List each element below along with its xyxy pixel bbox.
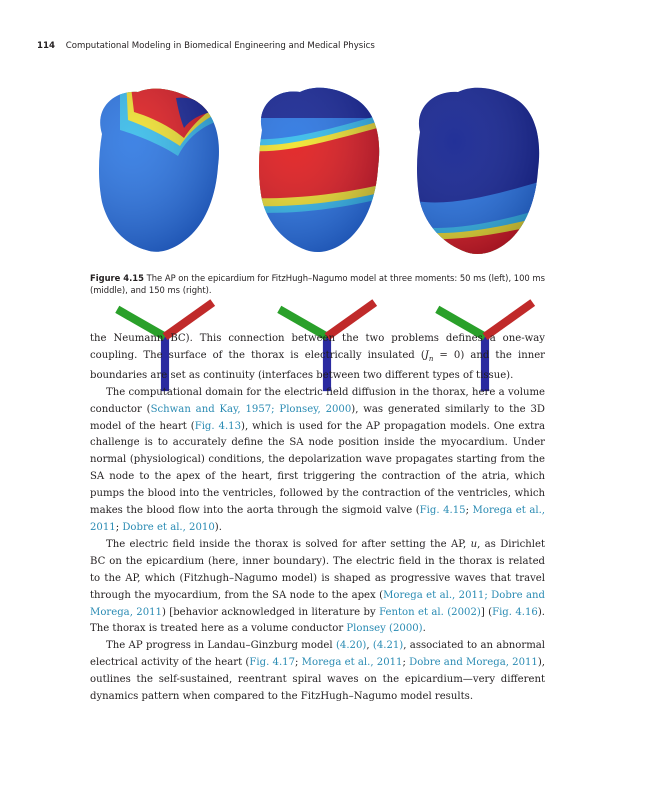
paragraph-4 [90, 638, 545, 706]
figure-caption [90, 272, 546, 296]
text-run: = 0) and the inner boundaries are set as continuity (interfaces between two different types of tissue). [90, 349, 546, 381]
equation-link[interactable]: (4.20) [335, 640, 367, 652]
text-run: ), outlines the self-sustained, reentrant spiral waves on the epicardium—very different dynamics pattern when compared to the FitzHugh–Nagumo model results. [90, 657, 546, 703]
figure-4-15 [80, 78, 550, 258]
figure-link[interactable]: Fig. 4.13 [194, 420, 242, 432]
text-run: ) [behavior acknowledged in literature by [161, 606, 380, 618]
page-number: 114 [37, 41, 55, 51]
body-text [90, 331, 545, 706]
text-run: the Neumann BC). This connection between the two problems defines a one-way coupling. The surface of the thorax is electrically insulated ( [90, 333, 545, 361]
paragraph-3 [90, 537, 545, 638]
text-run: The computational domain for the electric field diffusion in the thorax, here a volume conductor ( [90, 386, 545, 415]
heart-model-150ms [402, 78, 552, 260]
equation-link[interactable]: (4.21) [372, 640, 404, 652]
text-run: ), which is used for the AP propagation models. One extra challenge is to accurately define the SA node position inside the myocardium. Under normal (physiological) conditions, the depolarization wave propagates starting from the SA node to the apex of the heart, first triggering the contraction of the atria, which pumps the blood into the ventricles, followed by the contraction of the ventricles, which makes the blood flow into the aorta through the sigmoid valve ( [90, 420, 545, 517]
separator: ; [115, 521, 123, 533]
text-run: The electric field inside the thorax is solved for after setting the AP, [106, 538, 471, 550]
text-run: ), was generated similarly to the 3D model of the heart ( [90, 403, 545, 432]
figure-label: Figure 4.15 [90, 273, 144, 283]
separator: ; [295, 657, 302, 669]
text-run: ). [214, 521, 222, 533]
book-title: Computational Modeling in Biomedical Engineering and Medical Physics [65, 41, 375, 51]
text-run: . [422, 623, 426, 635]
math-subscript: n [428, 354, 434, 363]
citation-link[interactable]: Plonsey (2000) [346, 623, 423, 635]
separator: ; [402, 657, 410, 669]
heart-model-50ms [80, 78, 230, 260]
citation-link[interactable]: Morega et al., 2011; Dobre and Morega, 2011 [90, 589, 545, 618]
figure-link[interactable]: Fig. 4.17 [249, 657, 295, 669]
heart-model-100ms [242, 78, 392, 260]
text-run: , associated to an abnormal electrical activity of the heart ( [90, 640, 546, 669]
math-u: u [470, 538, 478, 550]
citation-link[interactable]: Fenton et al. (2002) [379, 606, 481, 618]
citation-link[interactable]: Schwan and Kay, 1957; Plonsey, 2000 [150, 403, 352, 415]
citation-link[interactable]: Dobre and Morega, 2011 [409, 657, 538, 669]
figure-caption-text: The AP on the epicardium for FitzHugh–Nagumo model at three moments: 50 ms (left), 100 ms (middle), and 150 ms (right). [90, 273, 545, 295]
running-head [37, 41, 375, 51]
paragraph-1 [90, 331, 545, 385]
text-run: ] ( [480, 606, 493, 618]
citation-link[interactable]: Morega et al., 2011 [90, 505, 546, 533]
paragraph-2 [90, 385, 545, 537]
text-run: ). The thorax is treated here as a volume conductor [90, 606, 545, 635]
citation-link[interactable]: Dobre et al., 2010 [122, 521, 215, 533]
math-j: J [424, 349, 429, 361]
citation-link[interactable]: Morega et al., 2011 [301, 657, 403, 669]
text-run: , as Dirichlet BC on the epicardium (here, inner boundary). The electric field in the thorax is related to the AP, which (Fitzhugh–Nagumo model) is shaped as progressive waves that travel through the myocardium, from the SA node to the apex ( [90, 538, 545, 601]
separator: , [366, 640, 373, 652]
text-run: The AP progress in Landau–Ginzburg model [106, 640, 336, 652]
figure-link[interactable]: Fig. 4.15 [419, 505, 466, 517]
separator: ; [465, 505, 473, 517]
figure-link[interactable]: Fig. 4.16 [492, 606, 538, 618]
